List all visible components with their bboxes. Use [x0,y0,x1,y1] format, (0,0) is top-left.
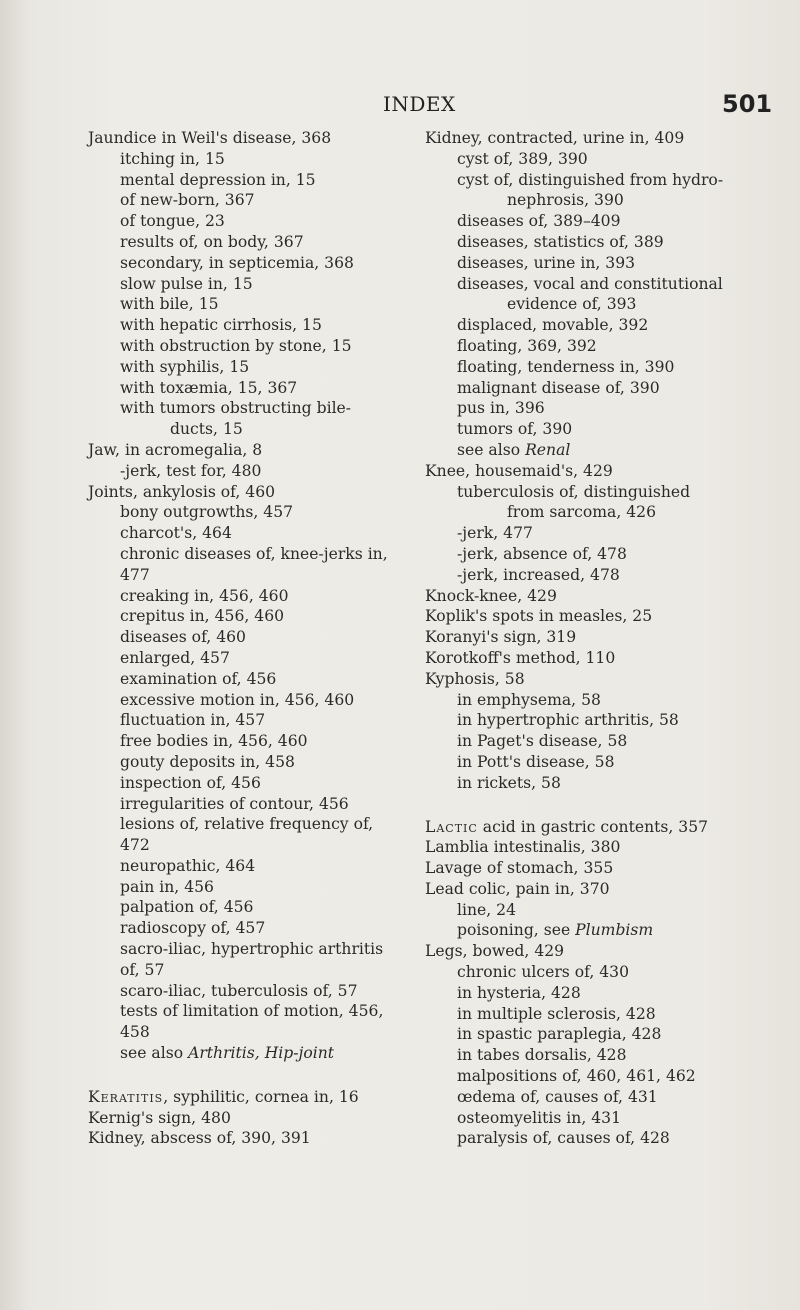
index-subentry [425,1045,765,1066]
index-subentry [425,336,765,357]
entry-text: Koplik's spots in measles, 25 [425,607,653,626]
index-subentry [88,627,408,648]
index-subentry [425,419,765,440]
index-subentry [88,544,408,565]
entry-text: in rickets, 58 [457,773,561,792]
index-subentry [425,1087,765,1108]
entry-text: Lamblia intestinalis, 380 [425,838,621,857]
entry-text: Knock-knee, 429 [425,586,557,605]
index-subentry [88,939,408,960]
index-entry [425,606,765,627]
index-subentry [425,357,765,378]
entry-text: slow pulse in, 15 [120,274,253,293]
index-subentry [88,752,408,773]
entry-text: palpation of, 456 [120,898,254,917]
entry-text: Koranyi's sign, 319 [425,628,577,647]
entry-text: Kidney, contracted, urine in, 409 [425,129,685,147]
index-subentry [425,1128,765,1149]
entry-text: paralysis of, causes of, 428 [457,1129,670,1148]
index-entry [88,1128,408,1149]
cross-reference: Arthritis, Hip-joint [188,1044,335,1063]
entry-text: free bodies in, 456, 460 [120,732,308,751]
entry-heading: Keratitis [88,1087,164,1106]
entry-text: secondary, in septicemia, 368 [120,253,354,272]
entry-text: sacro-iliac, hypertrophic arthritis [120,940,384,959]
index-subentry [425,962,765,983]
entry-text: osteomyelitis in, 431 [457,1108,621,1127]
index-subentry [88,648,408,669]
entry-text: examination of, 456 [120,669,277,688]
entry-text: floating, tenderness in, 390 [457,357,675,376]
index-subentry [88,1001,408,1022]
page-title: INDEX [383,92,456,116]
entry-text: Joints, ankylosis of, 460 [88,482,276,501]
entry-text: diseases of, 389–409 [457,212,621,231]
entry-text: Korotkoff's method, 110 [425,648,616,667]
entry-text: with tumors obstructing bile- [120,399,352,418]
entry-text: excessive motion in, 456, 460 [120,690,355,709]
index-subentry [425,920,765,941]
entry-text: with toxæmia, 15, 367 [120,378,298,397]
entry-text: in hypertrophic arthritis, 58 [457,711,679,730]
index-subentry [88,274,408,295]
index-subentry [88,1022,408,1043]
entry-text: tuberculosis of, distinguished [457,482,691,501]
index-subentry [425,170,765,191]
entry-text: fluctuation in, 457 [120,711,266,730]
entry-text: in multiple sclerosis, 428 [457,1004,656,1023]
index-subentry [88,419,408,440]
index-subentry [88,773,408,794]
entry-text: see also [120,1044,189,1063]
index-subentry [88,294,408,315]
index-subentry [88,378,408,399]
index-entry [425,461,765,482]
index-subentry [425,1066,765,1087]
index-subentry [88,357,408,378]
entry-text: chronic diseases of, knee-jerks in, [120,544,388,563]
index-subentry [425,690,765,711]
entry-heading: Lactic [425,817,478,836]
entry-text: Knee, housemaid's, 429 [425,461,613,480]
index-entry [425,627,765,648]
index-subentry [425,378,765,399]
entry-text: with syphilis, 15 [120,357,250,376]
entry-text: malignant disease of, 390 [457,378,660,397]
entry-text: ducts, 15 [170,420,243,439]
index-subentry [88,669,408,690]
index-subentry [88,606,408,627]
entry-text: with bile, 15 [120,295,219,314]
entry-text: chronic ulcers of, 430 [457,963,630,982]
entry-text: diseases, urine in, 393 [457,253,636,272]
index-entry [425,128,765,149]
entry-text: Jaundice in Weil's disease, 368 [88,129,332,147]
entry-text: Kernig's sign, 480 [88,1108,231,1127]
entry-text: with obstruction by stone, 15 [120,336,352,355]
entry-text: Kidney, abscess of, 390, 391 [88,1129,311,1148]
index-entry [425,669,765,690]
index-subentry [425,482,765,503]
index-subentry [88,502,408,523]
entry-text: scaro-iliac, tuberculosis of, 57 [120,981,358,1000]
index-subentry [425,211,765,232]
entry-text: nephrosis, 390 [507,191,624,210]
entry-text: tumors of, 390 [457,420,573,439]
left-index-column [88,128,408,1149]
entry-text: 477 [120,565,150,584]
entry-text: of tongue, 23 [120,212,225,231]
index-subentry [425,149,765,170]
entry-text: charcot's, 464 [120,524,232,543]
entry-text: Lavage of stomach, 355 [425,859,614,878]
index-subentry [88,856,408,877]
index-subentry [88,523,408,544]
entry-text: in hysteria, 428 [457,983,581,1002]
index-subentry [425,232,765,253]
entry-text: bony outgrowths, 457 [120,503,294,522]
right-index-column [425,128,765,1149]
index-entry [425,858,765,879]
entry-text: poisoning, see [457,921,576,940]
index-entry [88,482,408,503]
entry-text: in emphysema, 58 [457,690,601,709]
entry-text: diseases of, 460 [120,628,246,647]
index-entry [88,440,408,461]
page-header [0,92,800,122]
index-entry [88,128,408,149]
index-subentry [88,170,408,191]
entry-text: acid in gastric contents, 357 [477,817,709,836]
index-subentry [425,752,765,773]
index-entry [88,1087,408,1108]
index-subentry [88,960,408,981]
index-subentry [425,398,765,419]
index-subentry [425,1024,765,1045]
entry-text: radioscopy of, 457 [120,919,266,938]
index-entry [425,837,765,858]
entry-text: cyst of, 389, 390 [457,149,588,168]
index-subentry [88,190,408,211]
entry-text: displaced, movable, 392 [457,316,649,335]
index-subentry [88,981,408,1002]
cross-reference: Renal [525,440,571,459]
entry-text: diseases, statistics of, 389 [457,232,664,251]
index-subentry [88,586,408,607]
entry-text: evidence of, 393 [507,295,637,314]
entry-text: lesions of, relative frequency of, [120,815,374,834]
index-subentry [88,315,408,336]
index-subentry [88,232,408,253]
index-subentry [88,149,408,170]
index-subentry [88,461,408,482]
entry-text: , syphilitic, cornea in, 16 [163,1087,359,1106]
entry-text: crepitus in, 456, 460 [120,607,285,626]
index-subentry [425,710,765,731]
entry-text: results of, on body, 367 [120,232,304,251]
entry-text: Jaw, in acromegalia, 8 [88,440,263,459]
index-subentry [88,897,408,918]
entry-text: diseases, vocal and constitutional [457,274,723,293]
entry-text: 472 [120,836,150,855]
index-subentry [425,315,765,336]
entry-text: in Paget's disease, 58 [457,732,628,751]
index-subentry [425,440,765,461]
index-subentry [425,1004,765,1025]
index-subentry [425,731,765,752]
index-subentry [425,900,765,921]
index-subentry [88,814,408,835]
entry-text: malpositions of, 460, 461, 462 [457,1067,696,1086]
entry-text: floating, 369, 392 [457,336,597,355]
entry-text: of, 57 [120,960,165,979]
entry-text: in spastic paraplegia, 428 [457,1025,662,1044]
entry-text: gouty deposits in, 458 [120,752,295,771]
index-subentry [425,502,765,523]
index-subentry [88,398,408,419]
cross-reference: Plumbism [575,921,654,940]
index-subentry [88,731,408,752]
index-subentry [88,253,408,274]
entry-text: of new-born, 367 [120,191,255,210]
index-entry [425,586,765,607]
entry-text: in tabes dorsalis, 428 [457,1046,627,1065]
entry-text: mental depression in, 15 [120,170,316,189]
entry-text: Kyphosis, 58 [425,669,525,688]
index-subentry [88,877,408,898]
index-entry [425,817,765,838]
entry-text: pus in, 396 [457,399,545,418]
index-subentry [425,523,765,544]
index-subentry [425,773,765,794]
page-number: 501 [722,90,773,118]
entry-text: œdema of, causes of, 431 [457,1087,658,1106]
index-subentry [88,336,408,357]
index-subentry [88,690,408,711]
index-entry [425,648,765,669]
index-entry [425,941,765,962]
index-subentry [425,544,765,565]
index-subentry [425,983,765,1004]
index-subentry [425,294,765,315]
entry-text: cyst of, distinguished from hydro- [457,170,724,189]
entry-text: from sarcoma, 426 [507,503,656,522]
entry-text: with hepatic cirrhosis, 15 [120,316,322,335]
entry-text: creaking in, 456, 460 [120,586,289,605]
index-subentry [425,565,765,586]
index-subentry [88,565,408,586]
entry-text: inspection of, 456 [120,773,261,792]
entry-text: irregularities of contour, 456 [120,794,349,813]
entry-text: in Pott's disease, 58 [457,752,615,771]
index-subentry [425,190,765,211]
index-subentry [88,794,408,815]
index-subentry [88,835,408,856]
index-subentry [88,710,408,731]
index-subentry [425,253,765,274]
entry-text: Lead colic, pain in, 370 [425,879,610,898]
entry-text: -jerk, absence of, 478 [457,544,627,563]
entry-text: enlarged, 457 [120,648,230,667]
index-subentry [425,1108,765,1129]
index-subentry [88,1043,408,1064]
entry-text: pain in, 456 [120,877,214,896]
index-subentry [88,918,408,939]
entry-text: tests of limitation of motion, 456, [120,1002,384,1021]
entry-text: -jerk, 477 [457,524,533,543]
entry-text: neuropathic, 464 [120,856,256,875]
entry-text: -jerk, test for, 480 [120,461,262,480]
index-subentry [425,274,765,295]
index-entry [425,879,765,900]
entry-text: 458 [120,1023,150,1042]
entry-text: Legs, bowed, 429 [425,942,565,961]
entry-text: -jerk, increased, 478 [457,565,620,584]
index-entry [88,1108,408,1129]
entry-text: see also [457,440,526,459]
entry-text: itching in, 15 [120,149,225,168]
entry-text: line, 24 [457,900,517,919]
index-subentry [88,211,408,232]
